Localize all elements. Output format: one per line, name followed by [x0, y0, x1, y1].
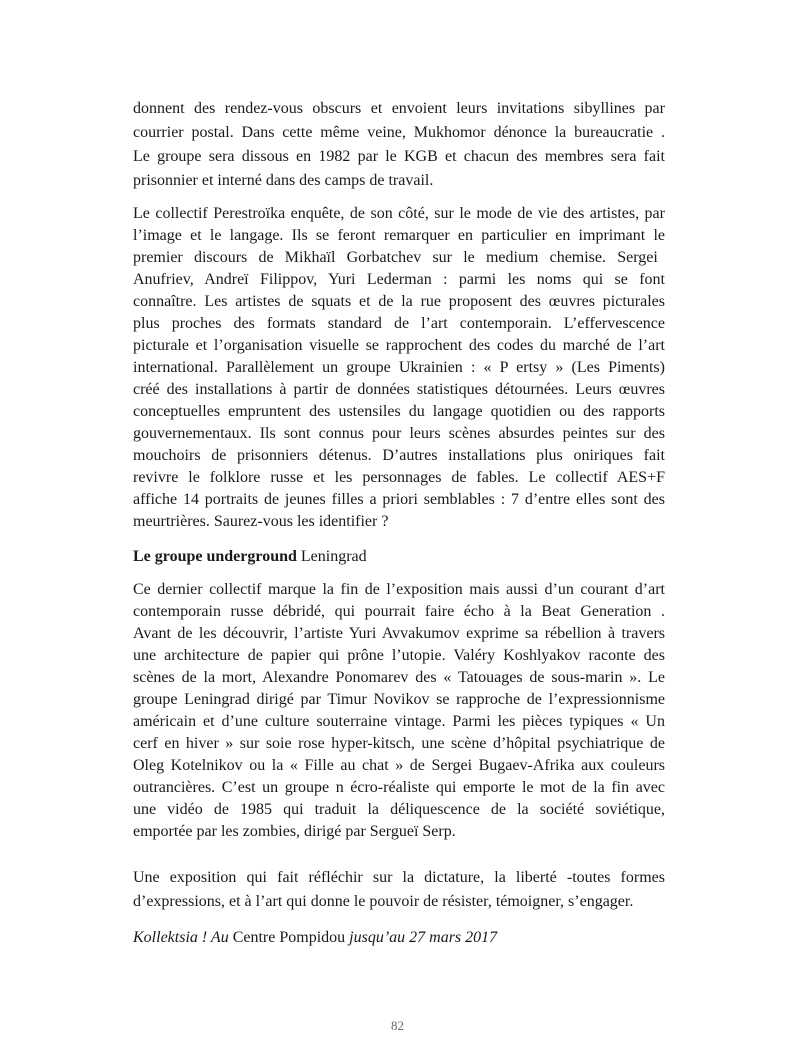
text-line: Ce dernier collectif marque la fin de l’exposition mais aussi d’un courant d’art — [133, 581, 665, 598]
text-line: une architecture de papier qui prône l’utopie. Valéry Koshlyakov raconte des — [133, 647, 665, 664]
text-line: donnent des rendez-vous obscurs et envoient leurs invitations sibyllines par — [133, 100, 665, 117]
text-line: Avant de les découvrir, l’artiste Yuri Avvakumov exprime sa rébellion à travers — [133, 625, 665, 642]
text-line: Oleg Kotelnikov ou la « Fille au chat » de Sergei Bugaev-Afrika aux couleurs — [133, 757, 665, 774]
section-heading — [133, 545, 665, 569]
text-line: meurtrières. Saurez-vous les identifier ? — [133, 513, 389, 530]
signoff-title: Kollektsia ! Au — [133, 929, 229, 946]
signoff-dates: jusqu’au 27 mars 2017 — [349, 929, 498, 946]
text-line: l’image et le langage. Ils se feront remarquer en particulier en imprimant le — [133, 227, 665, 244]
text-line: américain et d’une culture souterraine vintage. Parmi les pièces typiques « Un — [133, 713, 665, 730]
text-line: international. Parallèlement un groupe Ukrainien : « P ertsy » (Les Piments) — [133, 359, 665, 376]
signoff-venue: Centre Pompidou — [228, 929, 350, 946]
text-line: mouchoirs de prisonniers détenus. D’autres installations plus oniriques fait — [133, 447, 665, 464]
text-line: une vidéo de 1985 qui traduit la déliquescence de la société soviétique, — [133, 801, 665, 818]
text-line: conceptuelles empruntent des ustensiles du langage quotidien ou des rapports — [133, 403, 665, 420]
text-line: Anufriev, Andreï Filippov, Yuri Lederman : parmi les noms qui se font — [133, 271, 665, 288]
text-line: cerf en hiver » sur soie rose hyper-kitsch, une scène d’hôpital psychiatrique de — [133, 735, 665, 752]
heading-bold: Le groupe underground — [133, 548, 297, 565]
text-line: groupe Leningrad dirigé par Timur Novikov se rapproche de l’expressionnisme — [133, 691, 665, 708]
text-line: prisonnier et interné dans des camps de travail. — [133, 172, 434, 189]
text-line: premier discours de Mikhaïl Gorbatchev sur le medium chemise. Sergei — [133, 249, 658, 266]
page-number: 82 — [391, 1018, 404, 1033]
text-line: outrancières. C’est un groupe n écro-réaliste qui emporte le mot de la fin avec — [133, 779, 665, 796]
paragraph-mukhomor — [133, 97, 665, 193]
text-line: Le collectif Perestroïka enquête, de son côté, sur le mode de vie des artistes, par — [133, 205, 665, 222]
text-line: scènes de la mort, Alexandre Ponomarev des « Tatouages de sous-marin ». Le — [133, 669, 665, 686]
text-line: plus proches des formats standard de l’art contemporain. L’effervescence — [133, 315, 665, 332]
paragraph-perestroika — [133, 203, 665, 533]
text-line: contemporain russe débridé, qui pourrait faire écho à la Beat Generation . — [133, 603, 665, 620]
text-line: emportée par les zombies, dirigé par Sergueï Serp. — [133, 823, 456, 840]
text-line: picturale et l’organisation visuelle se rapprochent des codes du marché de l’art — [133, 337, 665, 354]
text-line: d’expressions, et à l’art qui donne le pouvoir de résister, témoigner, s’engager. — [133, 893, 634, 910]
paragraph-leningrad — [133, 579, 665, 843]
text-line: connaître. Les artistes de squats et de la rue proposent des œuvres picturales — [133, 293, 665, 310]
heading-rest: Leningrad — [296, 548, 367, 565]
text-line: Le groupe sera dissous en 1982 par le KGB et chacun des membres sera fait — [133, 148, 665, 165]
text-line: Une exposition qui fait réfléchir sur la dictature, la liberté -toutes formes — [133, 869, 665, 886]
paragraph-conclusion — [133, 866, 665, 914]
text-line: créé des installations à partir de données statistiques détournées. Leurs œuvres — [133, 381, 665, 398]
text-line: affiche 14 portraits de jeunes filles a priori semblables : 7 d’entre elles sont des — [133, 491, 665, 508]
text-line: revivre le folklore russe et les personnages de fables. Le collectif AES+F — [133, 469, 665, 486]
text-line: courrier postal. Dans cette même veine, Mukhomor dénonce la bureaucratie . — [133, 124, 665, 141]
exhibition-signoff — [133, 926, 665, 950]
text-line: gouvernementaux. Ils sont connus pour leurs scènes absurdes peintes sur des — [133, 425, 665, 442]
